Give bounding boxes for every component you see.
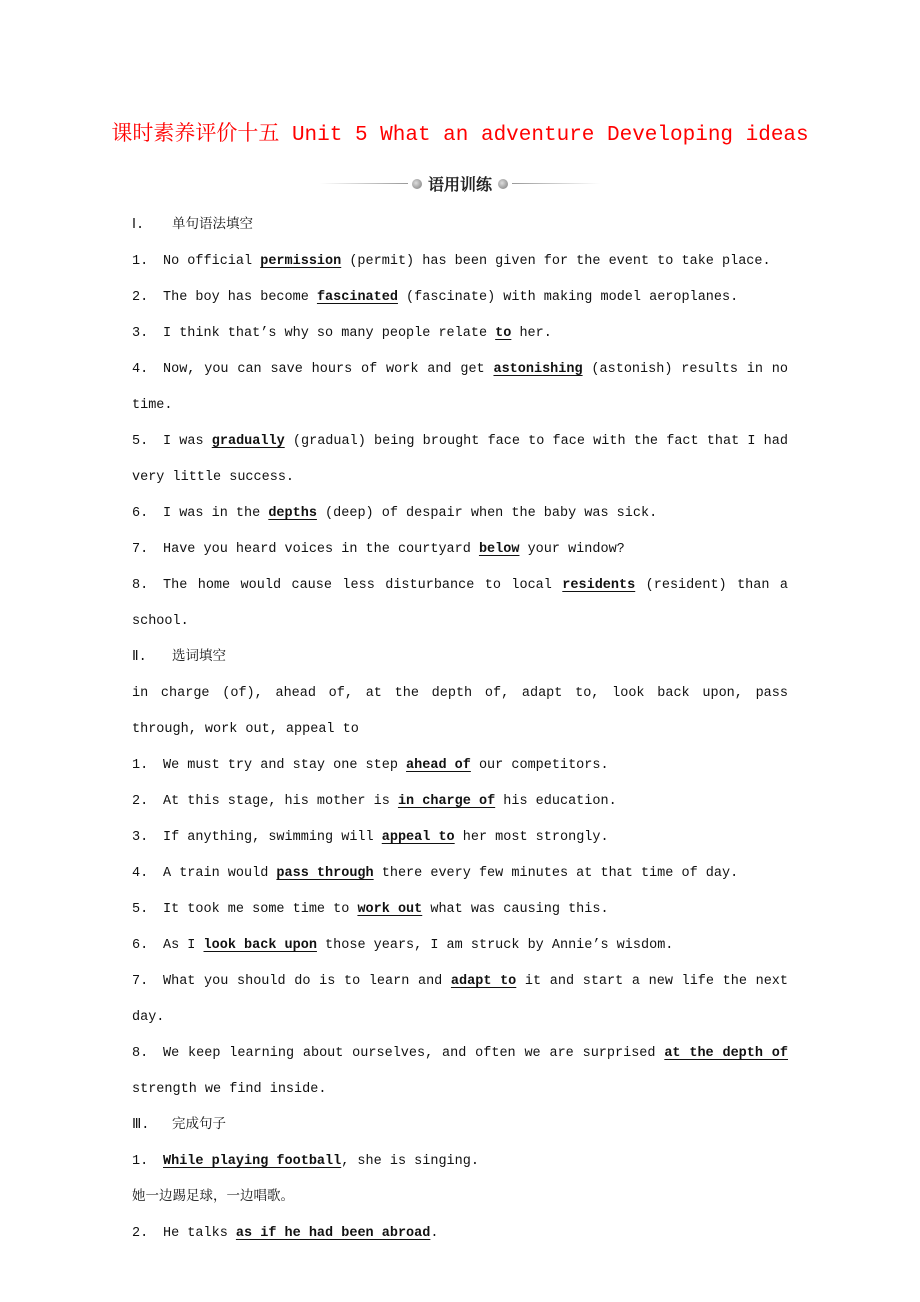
exercise-item	[132, 892, 788, 928]
item-text-after: those years, I am struck by Annie’s wisdom.	[316, 938, 674, 953]
item-text-after: our competitors.	[470, 758, 609, 773]
item-answer: work out	[357, 902, 423, 917]
item-text-before: What you should do is to learn and	[163, 974, 451, 989]
item-answer: as if he had been abroad	[235, 1226, 431, 1241]
item-text-after: strength we find inside.	[132, 1082, 327, 1097]
section-label: 单句语法填空	[172, 218, 253, 233]
item-answer: astonishing	[493, 362, 583, 377]
item-text-before: Have you heard voices in the courtyard	[163, 542, 479, 557]
item-answer: look back upon	[203, 938, 317, 953]
item-number: 8.	[132, 578, 149, 593]
item-number: 5.	[132, 902, 149, 917]
item-answer: below	[478, 542, 520, 557]
item-translation: 她一边踢足球，一边唱歌。	[132, 1190, 294, 1205]
exercise-item	[132, 244, 788, 280]
item-answer: pass through	[276, 866, 374, 881]
item-text-before: Now, you can save hours of work and get	[163, 362, 494, 377]
section-heading	[132, 208, 788, 244]
item-text-after: (fascinate) with making model aeroplanes.	[397, 290, 739, 305]
item-text-after: .	[430, 1226, 439, 1241]
item-text-after: her most strongly.	[454, 830, 609, 845]
item-text-after: (gradual) being brought face to face with the fact that I had very little success.	[132, 434, 788, 485]
exercise-item	[132, 496, 788, 532]
exercise-item	[132, 568, 788, 640]
item-number: 5.	[132, 434, 149, 449]
item-text-before: At this stage, his mother is	[163, 794, 398, 809]
section-number: Ⅰ.	[132, 218, 145, 233]
exercise-item	[132, 964, 788, 1036]
item-text-before: The home would cause less disturbance to local	[163, 578, 563, 593]
exercise-item	[132, 532, 788, 568]
banner-label: 语用训练	[427, 175, 492, 194]
item-number: 8.	[132, 1046, 149, 1061]
section-banner	[0, 172, 920, 195]
item-text-after: your window?	[519, 542, 625, 557]
item-text-before: It took me some time to	[163, 902, 358, 917]
item-number: 3.	[132, 830, 149, 845]
item-text-after: it and start a new life the next day.	[132, 974, 788, 1025]
item-text-before: I was in the	[163, 506, 269, 521]
exercise-item	[132, 748, 788, 784]
exercise-item	[132, 1036, 788, 1108]
item-answer: While playing football	[163, 1154, 342, 1169]
item-number: 6.	[132, 938, 149, 953]
item-answer: depths	[268, 506, 317, 521]
item-number: 2.	[132, 290, 149, 305]
item-number: 3.	[132, 326, 149, 341]
item-number: 1.	[132, 254, 149, 269]
item-text-before: I think that’s why so many people relate	[163, 326, 496, 341]
banner-dot-icon	[498, 179, 508, 189]
item-number: 6.	[132, 506, 149, 521]
exercise-item	[132, 928, 788, 964]
exercise-item	[132, 784, 788, 820]
exercise-item	[132, 316, 788, 352]
item-text-after: , she is singing.	[341, 1154, 479, 1169]
item-text-after: there every few minutes at that time of day.	[373, 866, 739, 881]
item-answer: ahead of	[406, 758, 471, 773]
section-heading	[132, 1108, 788, 1144]
item-text-after: what was causing this.	[422, 902, 609, 917]
item-answer: at the depth of	[664, 1046, 788, 1061]
item-answer: residents	[562, 578, 636, 593]
item-text-before: I was	[163, 434, 212, 449]
word-bank: in charge (of), ahead of, at the depth of, adapt to, look back upon, pass through, work out, appeal to	[132, 686, 788, 737]
banner-divider-left	[320, 183, 408, 184]
item-text-before: We must try and stay one step	[163, 758, 407, 773]
item-text-after: (resident) than a school.	[132, 578, 788, 629]
section-heading	[132, 640, 788, 676]
item-answer: to	[495, 326, 512, 341]
item-number: 1.	[132, 758, 149, 773]
item-text-before: We keep learning about ourselves, and often we are surprised	[163, 1046, 665, 1061]
item-text-after: his education.	[495, 794, 617, 809]
exercise-content	[132, 208, 788, 1252]
item-text-after: her.	[511, 326, 552, 341]
item-text-before: No official	[163, 254, 261, 269]
item-number: 2.	[132, 794, 149, 809]
item-text-after: (permit) has been given for the event to take place.	[341, 254, 771, 269]
item-number: 4.	[132, 866, 149, 881]
document-title: 课时素养评价十五 Unit 5 What an adventure Developing ideas	[111, 124, 809, 147]
section-number: Ⅱ.	[132, 650, 147, 665]
exercise-item	[132, 1144, 788, 1180]
item-answer: appeal to	[381, 830, 455, 845]
item-text-before: As I	[163, 938, 204, 953]
item-answer: in charge of	[397, 794, 496, 809]
item-answer: gradually	[211, 434, 285, 449]
item-answer: fascinated	[316, 290, 398, 305]
item-text-before: The boy has become	[163, 290, 317, 305]
section-number: Ⅲ.	[132, 1118, 150, 1133]
exercise-item	[132, 856, 788, 892]
item-answer: permission	[260, 254, 342, 269]
section-label: 完成句子	[172, 1118, 226, 1133]
exercise-item	[132, 280, 788, 316]
item-text-before: If anything, swimming will	[163, 830, 382, 845]
exercise-item	[132, 820, 788, 856]
item-text-after: (deep) of despair when the baby was sick.	[316, 506, 658, 521]
exercise-item	[132, 1216, 788, 1252]
item-number: 7.	[132, 542, 149, 557]
exercise-item	[132, 424, 788, 496]
item-number: 1.	[132, 1154, 149, 1169]
item-text-before: He talks	[163, 1226, 236, 1241]
item-number: 2.	[132, 1226, 149, 1241]
item-text-after: (astonish) results in no time.	[132, 362, 788, 413]
banner-divider-right	[512, 183, 600, 184]
item-number: 4.	[132, 362, 149, 377]
exercise-item	[132, 352, 788, 424]
banner-dot-icon	[412, 179, 422, 189]
section-label: 选词填空	[172, 650, 226, 665]
item-number: 7.	[132, 974, 149, 989]
item-answer: adapt to	[450, 974, 517, 989]
item-text-before: A train would	[163, 866, 277, 881]
